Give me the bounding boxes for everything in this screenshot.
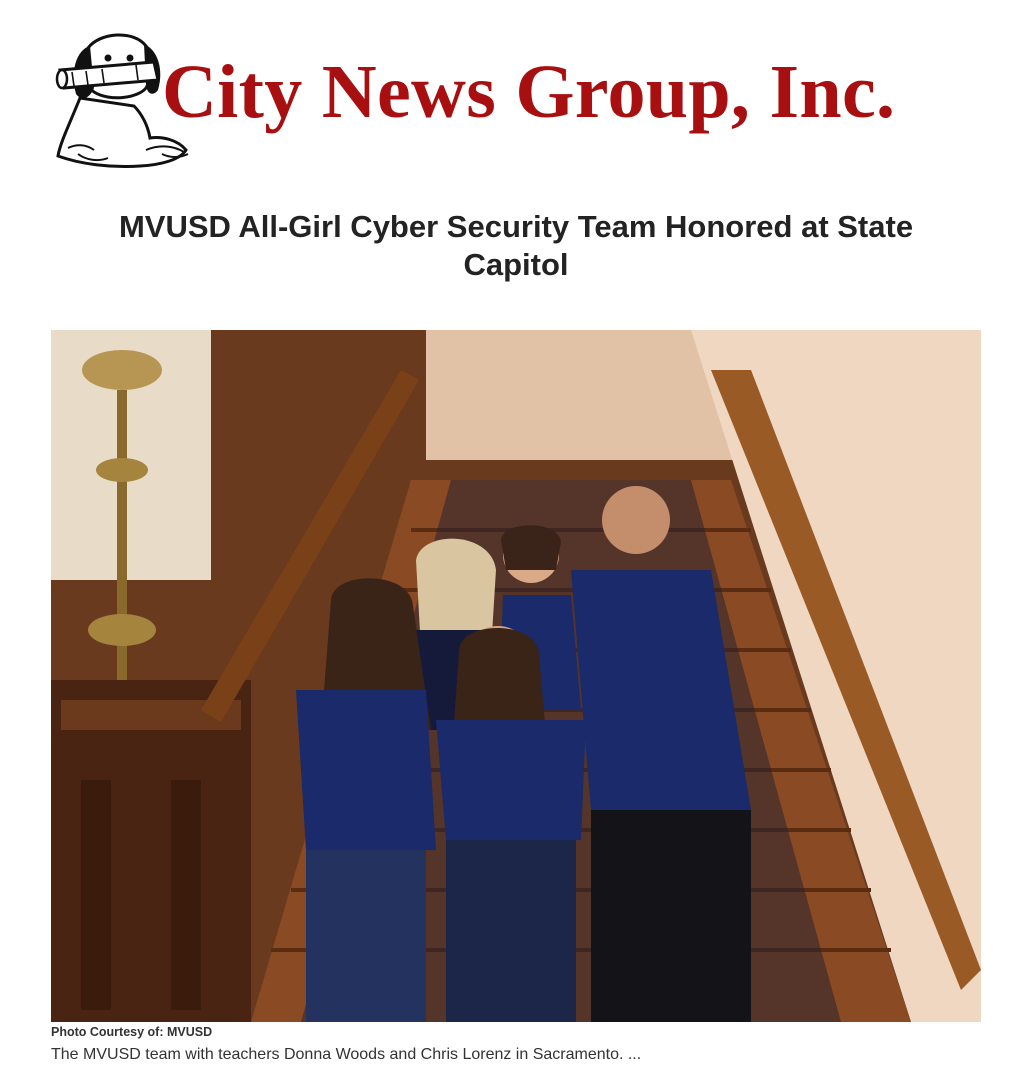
masthead: [50, 28, 980, 176]
article-headline: MVUSD All-Girl Cyber Security Team Honored at State Capitol: [118, 209, 914, 282]
brand-name[interactable]: City News Group, Inc.: [162, 50, 896, 134]
photo-credit: Photo Courtesy of: MVUSD: [51, 1025, 213, 1039]
article-photo: [51, 330, 981, 1022]
photo-caption: The MVUSD team with teachers Donna Woods and Chris Lorenz in Sacramento. ...: [51, 1046, 642, 1063]
